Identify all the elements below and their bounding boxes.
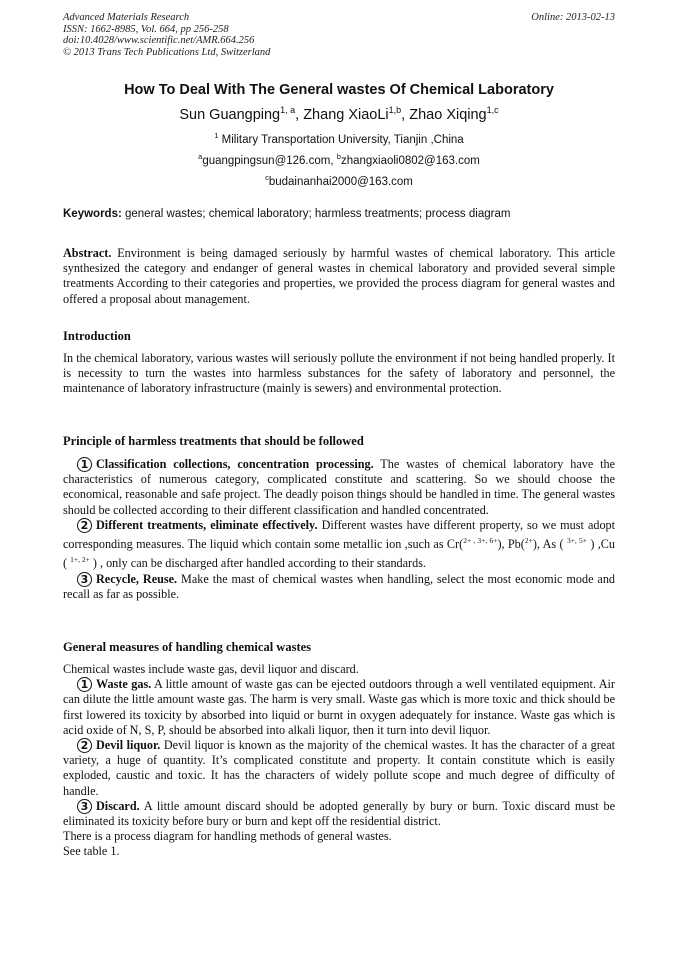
measure-item-1 xyxy=(63,677,615,738)
item-text: A little amount of waste gas can be ejected outdoors through a well ventilated equipment. Air can dilute the little amount waste gas. The harm is very small. Waste gas which is more toxic and thick should be first lowered its toxicity by absorbed into liquid or burnt in oxygen adequately for instance. Waste gas which is acid oxide of N, S, P, should be absorbed into alkali liquor, then it turn into devil liquor. xyxy=(63,677,615,737)
item-text: The wastes of chemical laboratory have the characteristics of numerous category, complicated constitute and scattering. So we should choose the economical, reasonable and safe project. The deadly poison things should be handled in time. The general wastes should be collected according to their different classification and handled concentrated. xyxy=(63,457,616,517)
measures-list xyxy=(63,662,615,860)
item-text: ) , only can be discharged after handled according to their standards. xyxy=(89,556,426,571)
item-lead: Recycle, Reuse. xyxy=(96,571,178,586)
measures-intro: Chemical wastes include waste gas, devil liquor and discard. xyxy=(63,662,359,676)
circled-number-1: 1 xyxy=(77,677,92,692)
item-text: A little amount discard should be adopted generally by bury or burn. Toxic discard must be eliminated its toxicity before bury or burn and kept off the residential district. xyxy=(63,798,616,829)
author-name: Zhang XiaoLi xyxy=(303,106,389,123)
section-heading-measures: General measures of handling chemical wastes xyxy=(63,640,312,654)
affiliation-text: Military Transportation University, Tianjin ,China xyxy=(221,133,464,146)
affiliation-sup: 1 xyxy=(214,131,219,140)
paper-title: How To Deal With The General wastes Of Chemical Laboratory xyxy=(124,82,554,98)
online-date: Online: 2013-02-13 xyxy=(531,12,615,23)
measure-item-2 xyxy=(63,738,615,799)
item-text: ), Pb( xyxy=(497,537,525,552)
email-line-1 xyxy=(0,152,678,167)
issn: ISSN: 1662-8985, Vol. 664, pp 256-258 xyxy=(63,23,229,35)
item-lead: Different treatments, eliminate effectively. xyxy=(96,517,318,532)
item-lead: Classification collections, concentration processing. xyxy=(96,457,374,471)
circled-number-1: 1 xyxy=(77,457,92,472)
circled-number-3: 3 xyxy=(77,799,92,814)
abstract xyxy=(63,246,615,307)
principle-item-3 xyxy=(63,572,615,602)
email-sup: c xyxy=(265,173,269,182)
email-c: budainanhai2000@163.com xyxy=(268,175,413,188)
principle-item-2 xyxy=(63,518,615,572)
intro-paragraph: In the chemical laboratory, various wastes will seriously pollute the environment if not being handled properly. It is necessity to turn the wastes into harmless substances for the safety of laboratory and personnel, the maintenance of laboratory infrastructure (mainly is sewers) and environmental protection. xyxy=(63,351,615,396)
email-sup: a xyxy=(198,152,203,161)
doi: doi:10.4028/www.scientific.net/AMR.664.256 xyxy=(63,35,255,46)
journal-header xyxy=(63,12,615,58)
closing-sentence: There is a process diagram for handling methods of general wastes. xyxy=(63,829,392,844)
author-name: Zhao Xiqing xyxy=(409,106,487,123)
affiliation xyxy=(0,131,678,146)
item-text: ) ,Cu ( xyxy=(63,537,616,571)
author-sup: 1,c xyxy=(486,105,499,115)
item-lead: Waste gas. xyxy=(96,677,152,692)
table-reference: See table 1. xyxy=(63,844,120,859)
copyright: © 2013 Trans Tech Publications Ltd, Switzerland xyxy=(63,46,271,58)
item-text: ), As ( xyxy=(532,537,567,552)
author-list: Sun Guangping$^{1, a}$, Zhang XiaoLi$^{1,b}$, Zhao Xiqing$^{1,c}$ xyxy=(179,105,499,123)
item-text: Devil liquor is known as the majority of the chemical wastes. It has the character of a great variety, a huge of quantity. It’s complicated constitute and property. It contain constitute which is easily exploded, caustic and toxic. It has the characters of widely pollute scope and much degree of difficulty of handle. xyxy=(63,738,615,798)
author-sup: 1, a xyxy=(280,105,296,115)
item-lead: Devil liquor. xyxy=(96,738,161,753)
email-b: zhangxiaoli0802@163.com xyxy=(340,154,480,167)
section-heading-introduction: Introduction xyxy=(63,329,131,343)
email-line-2 xyxy=(0,173,678,188)
abstract-text: Environment is being damaged seriously by harmful wastes of chemical laboratory. This article synthesized the category and endanger of general wastes in chemical laboratory and provided several simple treatments According to their categories and properties, we provided the process diagram for general wastes and offered a proposal about management. xyxy=(63,246,615,306)
ion-charge: 1+, 2+ xyxy=(70,555,90,565)
email-a: guangpingsun@126.com, xyxy=(202,154,334,167)
author-sup: 1,b xyxy=(388,105,402,115)
circled-number-2: 2 xyxy=(77,518,92,533)
author-name: Sun Guangping xyxy=(179,106,281,123)
journal-name: Advanced Materials Research xyxy=(63,12,190,23)
ion-charge: 3+, 5+ xyxy=(566,536,587,546)
section-heading-principle: Principle of harmless treatments that should be followed xyxy=(63,434,364,448)
keywords xyxy=(63,208,615,220)
circled-number-2: 2 xyxy=(77,738,92,753)
keywords-text: general wastes; chemical laboratory; harmless treatments; process diagram xyxy=(125,208,511,220)
item-lead: Discard. xyxy=(96,798,140,813)
keywords-label: Keywords: xyxy=(63,208,122,220)
measure-item-3 xyxy=(63,799,615,829)
item-text: Make the mast of chemical wastes when handling, select the most economic mode and recall as far as possible. xyxy=(63,571,616,601)
ion-charge: 2+ , 3+, 6+ xyxy=(463,536,498,546)
principle-item-1 xyxy=(63,457,615,518)
principle-list xyxy=(63,457,615,602)
item-text: Different wastes have different property, so we must adopt corresponding measures. The liquid which contain some metallic ion ,such as Cr( xyxy=(63,517,616,552)
ion-charge: 2+ xyxy=(524,536,533,546)
circled-number-3: 3 xyxy=(77,572,92,587)
abstract-label: Abstract. xyxy=(63,246,112,260)
email-sup: b xyxy=(336,152,341,161)
